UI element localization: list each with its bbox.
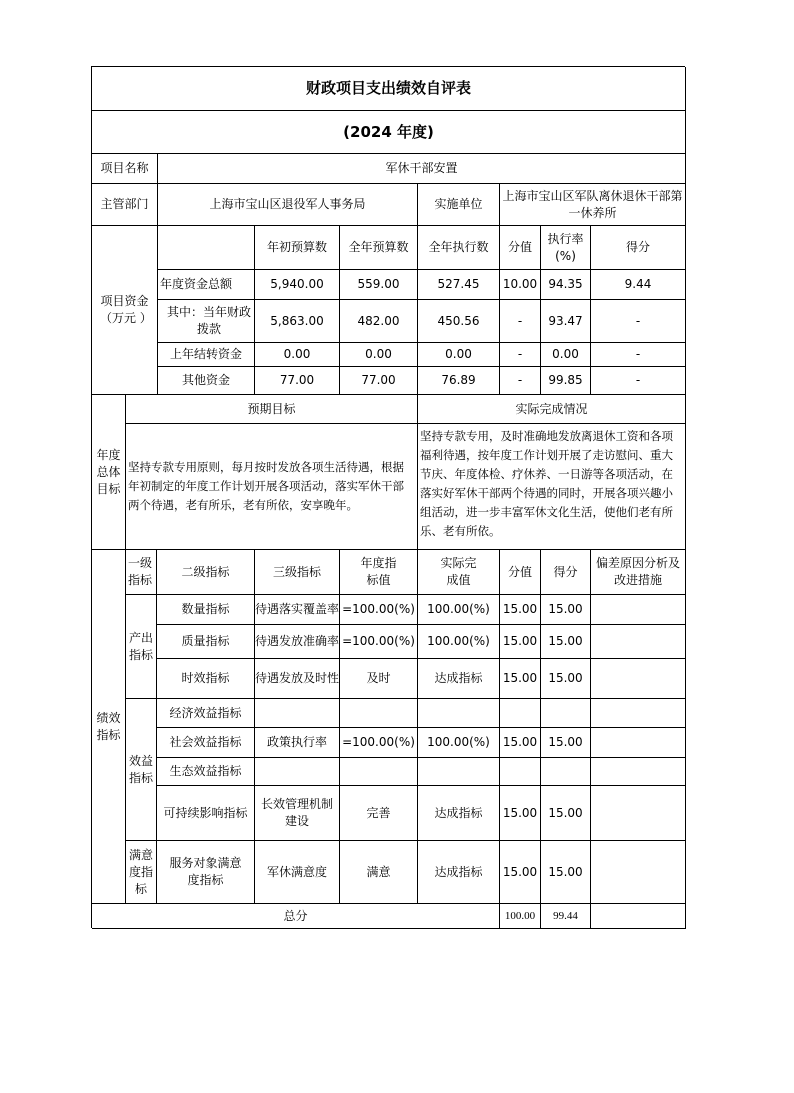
perf-row-actual: 100.00(%) [418, 595, 500, 625]
perf-row-reason [591, 659, 686, 699]
funds-row-name: 上年结转资金 [158, 343, 255, 367]
funds-row-executed: 0.00 [418, 343, 500, 367]
funds-row-score-base: 10.00 [500, 270, 541, 300]
funds-row-score: - [591, 300, 686, 343]
funds-row-initial: 5,940.00 [255, 270, 340, 300]
funds-row-name: 年度资金总额 [158, 270, 255, 300]
form-title: 财政项目支出绩效自评表 [92, 67, 686, 111]
perf-row-l3: 待遇发放及时性 [255, 659, 340, 699]
form-table [91, 66, 685, 928]
funds-row-score-base: - [500, 367, 541, 395]
perf-row-l2: 服务对象满意度指标 [157, 841, 255, 904]
perf-row-score: 15.00 [541, 841, 591, 904]
perf-satisfaction-label: 满意度指标 [126, 841, 157, 904]
perf-row-actual [418, 699, 500, 728]
funds-row-rate: 94.35 [541, 270, 591, 300]
goals-actual-text: 坚持专款专用，及时准确地发放离退休工资和各项福利待遇，按年度工作计划开展了走访慰问、重大节庆、年度体检、疗休养、一日游等各项活动，在落实好军休干部两个待遇的同时，开展各项兴趣小组活动，进一步丰富军休文化生活，使他们老有所乐、老有所依。 [418, 424, 686, 550]
funds-header-rate: 执行率(%) [541, 226, 591, 270]
perf-row-target: 完善 [340, 786, 418, 841]
perf-row-actual: 100.00(%) [418, 625, 500, 659]
funds-header-initial: 年初预算数 [255, 226, 340, 270]
perf-benefit-label: 效益指标 [126, 699, 157, 841]
perf-header-l1: 一级指标 [126, 550, 157, 595]
funds-row-initial: 0.00 [255, 343, 340, 367]
perf-row-score: 15.00 [541, 786, 591, 841]
perf-header-reason: 偏差原因分析及改进措施 [591, 550, 686, 595]
funds-header-score: 得分 [591, 226, 686, 270]
total-label: 总分 [92, 904, 500, 929]
perf-header-target: 年度指标值 [340, 550, 418, 595]
funds-row-executed: 527.45 [418, 270, 500, 300]
perf-row-l3 [255, 758, 340, 786]
funds-row-rate: 93.47 [541, 300, 591, 343]
perf-row-reason [591, 595, 686, 625]
total-score-base: 100.00 [500, 904, 541, 929]
perf-row-reason [591, 786, 686, 841]
funds-row-rate: 0.00 [541, 343, 591, 367]
perf-row-l3: 待遇发放准确率 [255, 625, 340, 659]
perf-label: 绩效指标 [92, 550, 126, 904]
perf-row-score-base: 15.00 [500, 595, 541, 625]
evaluation-form [91, 66, 685, 928]
perf-row-actual [418, 758, 500, 786]
perf-row-reason [591, 625, 686, 659]
perf-output-label: 产出指标 [126, 595, 157, 699]
perf-row-reason [591, 728, 686, 758]
perf-row-l3 [255, 699, 340, 728]
perf-row-target [340, 699, 418, 728]
perf-header-score-base: 分值 [500, 550, 541, 595]
perf-row-actual: 达成指标 [418, 786, 500, 841]
perf-row-reason [591, 841, 686, 904]
perf-row-score-base: 15.00 [500, 728, 541, 758]
perf-row-score: 15.00 [541, 659, 591, 699]
funds-header-executed: 全年执行数 [418, 226, 500, 270]
project-name-label: 项目名称 [92, 154, 158, 184]
perf-header-l2: 二级指标 [157, 550, 255, 595]
perf-row-target: 及时 [340, 659, 418, 699]
funds-row-annual: 559.00 [340, 270, 418, 300]
perf-row-score: 15.00 [541, 728, 591, 758]
perf-row-reason [591, 699, 686, 728]
impl-value: 上海市宝山区军队离休退休干部第一休养所 [500, 184, 686, 226]
perf-row-score: 15.00 [541, 595, 591, 625]
perf-row-score-base: 15.00 [500, 786, 541, 841]
perf-row-l2: 时效指标 [157, 659, 255, 699]
funds-row-initial: 5,863.00 [255, 300, 340, 343]
perf-header-l3: 三级指标 [255, 550, 340, 595]
funds-header-blank [158, 226, 255, 270]
funds-row-annual: 482.00 [340, 300, 418, 343]
perf-row-l3: 待遇落实覆盖率 [255, 595, 340, 625]
total-reason-blank [591, 904, 686, 929]
total-score: 99.44 [541, 904, 591, 929]
goals-actual-header: 实际完成情况 [418, 395, 686, 424]
funds-header-score-base: 分值 [500, 226, 541, 270]
perf-row-l3: 军休满意度 [255, 841, 340, 904]
perf-row-score-base: 15.00 [500, 841, 541, 904]
perf-row-l3: 政策执行率 [255, 728, 340, 758]
perf-row-score-base: 15.00 [500, 659, 541, 699]
funds-row-executed: 76.89 [418, 367, 500, 395]
funds-row-name: 其他资金 [158, 367, 255, 395]
perf-row-l2: 数量指标 [157, 595, 255, 625]
perf-row-score-base [500, 699, 541, 728]
perf-row-l3: 长效管理机制建设 [255, 786, 340, 841]
perf-row-target [340, 758, 418, 786]
perf-row-actual: 100.00(%) [418, 728, 500, 758]
funds-row-rate: 99.85 [541, 367, 591, 395]
funds-row-annual: 0.00 [340, 343, 418, 367]
perf-row-target: =100.00(%) [340, 595, 418, 625]
funds-row-score-base: - [500, 343, 541, 367]
perf-row-l2: 可持续影响指标 [157, 786, 255, 841]
funds-row-name: 其中：当年财政拨款 [158, 300, 255, 343]
perf-row-target: =100.00(%) [340, 625, 418, 659]
funds-row-score: 9.44 [591, 270, 686, 300]
perf-row-actual: 达成指标 [418, 659, 500, 699]
perf-row-l2: 经济效益指标 [157, 699, 255, 728]
funds-header-annual: 全年预算数 [340, 226, 418, 270]
impl-label: 实施单位 [418, 184, 500, 226]
perf-header-actual: 实际完成值 [418, 550, 500, 595]
goals-expected-text: 坚持专款专用原则，每月按时发放各项生活待遇，根据年初制定的年度工作计划开展各项活动，落实军休干部两个待遇，老有所乐，老有所依，安享晚年。 [126, 424, 418, 550]
perf-row-score [541, 758, 591, 786]
perf-row-reason [591, 758, 686, 786]
dept-value: 上海市宝山区退役军人事务局 [158, 184, 418, 226]
perf-row-score: 15.00 [541, 625, 591, 659]
perf-row-l2: 生态效益指标 [157, 758, 255, 786]
perf-row-l2: 质量指标 [157, 625, 255, 659]
perf-row-l2: 社会效益指标 [157, 728, 255, 758]
funds-label: 项目资金（万元 ） [92, 226, 158, 395]
perf-row-score [541, 699, 591, 728]
funds-row-score-base: - [500, 300, 541, 343]
project-name-value: 军休干部安置 [158, 154, 686, 184]
perf-header-score: 得分 [541, 550, 591, 595]
dept-label: 主管部门 [92, 184, 158, 226]
funds-row-executed: 450.56 [418, 300, 500, 343]
perf-row-score-base: 15.00 [500, 625, 541, 659]
funds-row-score: - [591, 367, 686, 395]
funds-row-initial: 77.00 [255, 367, 340, 395]
perf-row-score-base [500, 758, 541, 786]
funds-row-annual: 77.00 [340, 367, 418, 395]
perf-row-target: =100.00(%) [340, 728, 418, 758]
perf-row-actual: 达成指标 [418, 841, 500, 904]
funds-row-score: - [591, 343, 686, 367]
perf-row-target: 满意 [340, 841, 418, 904]
goals-label: 年度总体目标 [92, 395, 126, 550]
goals-expected-header: 预期目标 [126, 395, 418, 424]
year-label: (2024 年度) [92, 111, 686, 154]
